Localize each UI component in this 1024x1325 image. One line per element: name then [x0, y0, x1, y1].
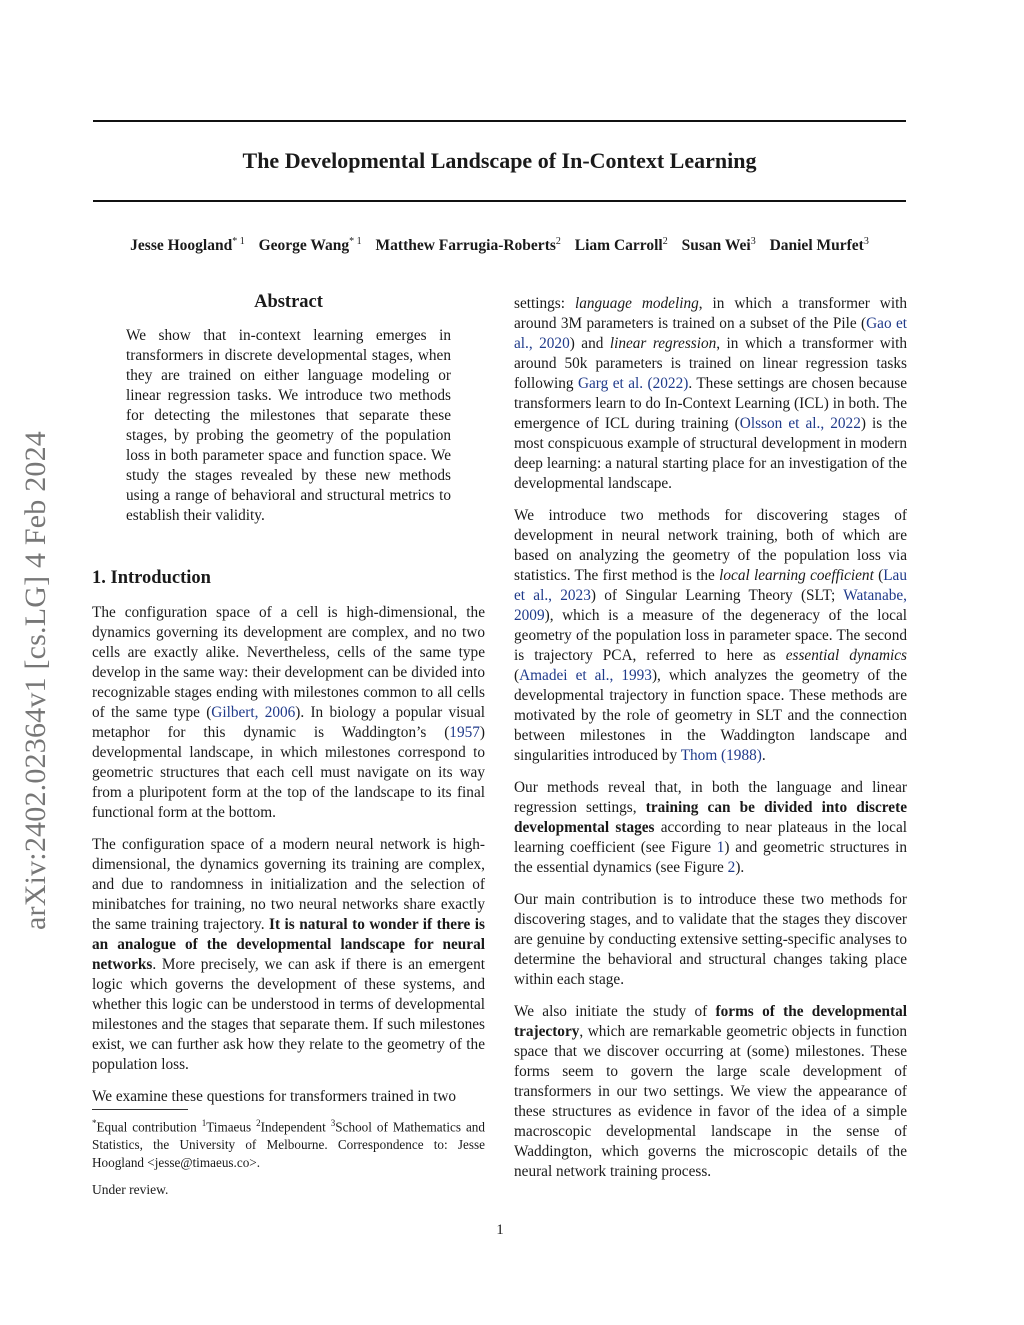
title-rule-top: [93, 120, 906, 122]
author-name: Susan Wei$^3$: [681, 236, 756, 255]
paragraph: settings: language modeling, in which a transformer with around 3M parameters is trained on a subset of the Pile (Gao et al., 2020) and linear regression, in which a transformer with around 50k parameters is trained on linear regression tasks following Garg et al. (2022). These settings are chosen because transformers learn to do In-Context Learning (ICL) in both. The emergence of ICL during training (Olsson et al., 2022) is the most conspicuous example of structural development in modern deep learning: a natural starting place for an investigation of the developmental landscape.: [514, 295, 907, 492]
author-name: Jesse Hoogland$^{* 1}$: [130, 236, 245, 255]
arxiv-identifier: arXiv:2402.02364v1 [cs.LG] 4 Feb 2024: [19, 430, 52, 930]
section-heading-introduction: 1. Introduction: [92, 568, 211, 588]
citation-link[interactable]: Garg et al. (2022): [577, 375, 689, 392]
author-name: Liam Carroll$^2$: [574, 236, 668, 255]
citation-link[interactable]: Thom (1988): [680, 747, 762, 764]
review-status: Under review.: [92, 1182, 169, 1197]
abstract-text: We show that in-context learning emerges in transformers in discrete developmental stages, when they are trained on either language modeling or linear regression tasks. We introduce two methods for detecting the milestones that separate these stages, by probing the geometry of the population loss in both parameter space and function space. We study the stages revealed by these new methods using a range of behavioral and structural metrics to establish their validity.: [126, 327, 451, 524]
author-list: [93, 236, 906, 255]
paragraph: We introduce two methods for discovering stages of development in neural network training, both of which are based on analyzing the geometry of the population loss via statistics. The first method is the local learning coefficient (Lau et al., 2023) of Singular Learning Theory (SLT; Watanabe, 2009), which is a measure of the degeneracy of the local geometry of the population loss in parameter space. The second is trajectory PCA, referred to here as essential dynamics (Amadei et al., 1993), which analyzes the geometry of the developmental trajectory in function space. These methods are motivated by the role of geometry in SLT and the connection between milestones in the Waddington landscape and singularities introduced by Thom (1988).: [514, 507, 908, 764]
citation-link[interactable]: 1957: [449, 724, 480, 741]
author-name: Daniel Murfet$^3$: [769, 236, 869, 255]
figure-link[interactable]: 1: [716, 839, 725, 856]
figure-link[interactable]: 2: [727, 859, 736, 876]
abstract-heading: Abstract: [254, 292, 323, 312]
author-name: George Wang$^{* 1}$: [258, 236, 362, 255]
title-rule-bottom: [93, 200, 906, 202]
introduction-body: [92, 603, 485, 1119]
citation-link[interactable]: Watanabe, 2009: [514, 587, 907, 624]
citation-link[interactable]: Amadei et al., 1993: [519, 667, 652, 684]
paragraph: The configuration space of a modern neural network is high-dimensional, the dynamics governing its training are complex, and due to randomness in initialization and the selection of minibatches for training, no two neural networks share exactly the same training trajectory. It is natural to wonder if there is an analogue of the developmental landscape for neural networks. More precisely, we can ask if there is an emergent logic which governs the development of these systems, and whether this logic can be understood in terms of developmental milestones and the stages that separate them. If such milestones exist, we can further ask how they relate to the geometry of the population loss.: [92, 836, 485, 1073]
paragraph: We examine these questions for transformers trained in two: [92, 1088, 457, 1105]
footnote-rule: [92, 1109, 188, 1110]
author-name: Matthew Farrugia-Roberts$^2$: [375, 236, 561, 255]
paper-title: The Developmental Landscape of In-Context Learning: [242, 148, 757, 173]
paragraph: The configuration space of a cell is high-dimensional, the dynamics governing its development are complex, and no two cells are exactly alike. Nevertheless, cells of the same type develop in the same way: their development can be divided into recognizable stages ending with milestones common to all cells of the same type (Gilbert, 2006). In biology a popular visual metaphor for this dynamic is Waddington’s (1957) developmental landscape, in which milestones correspond to geometric structures that each cell must navigate on its way from a pluripotent form at the top of the landscape to its final functional form at the bottom.: [92, 604, 485, 821]
citation-link[interactable]: Lau et al., 2023: [514, 567, 907, 604]
paragraph: Our main contribution is to introduce these two methods for discovering stages, and to validate that the stages they discover are genuine by conducting extensive setting-specific analyses to determine the behavioral and structural changes taking place within each stage.: [514, 891, 907, 988]
citation-link[interactable]: Olsson et al., 2022: [739, 415, 861, 432]
paragraph: We also initiate the study of forms of the developmental trajectory, which are remarkable geometric objects in function space that we discover occurring at (some) milestones. These forms seem to govern the large scale development of transformers in our two settings. We view the appearance of these structures as evidence in favor of the idea of a simple macroscopic developmental landscape in the sense of Waddington, which governs the microscopic details of the neural network training process.: [514, 1003, 907, 1180]
page-number: 1: [496, 1222, 504, 1238]
citation-link[interactable]: Gao et al., 2020: [514, 315, 907, 352]
paragraph: Our methods reveal that, in both the language and linear regression settings, training can be divided into discrete developmental stages according to near plateaus in the local learning coefficient (see Figure 1) and geometric structures in the essential dynamics (see Figure 2).: [514, 779, 907, 876]
citation-link[interactable]: Gilbert, 2006: [211, 704, 296, 721]
right-column-body: [514, 294, 907, 1194]
footnote: *Equal contribution $^1$Timaeus $^2$Independent $^3$School of Mathematics and Statistics, the University of Melbourne. Correspondence to: Jesse Hoogland <jesse@timaeus.co>.: [92, 1118, 485, 1171]
